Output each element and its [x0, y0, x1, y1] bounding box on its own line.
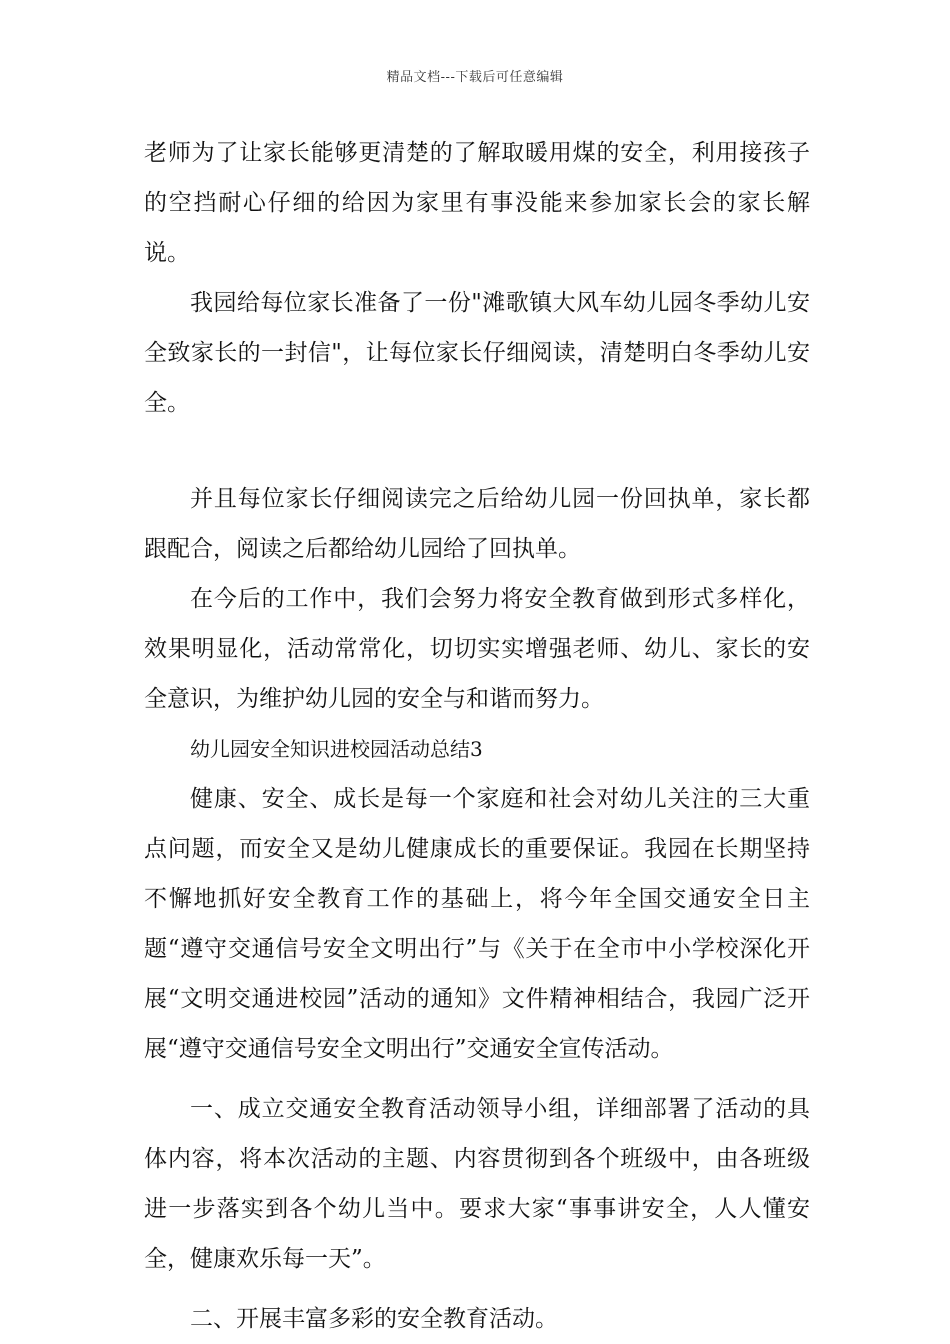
section-title: 幼儿园安全知识进校园活动总结3	[190, 737, 483, 761]
paragraph-future-work: 在今后的工作中，我们会努力将安全教育做到形式多样化，效果明显化，活动常常化，切切实实增强老师、幼儿、家长的安全意识，为维护幼儿园的安全与和谐而努力。	[144, 586, 810, 712]
paragraph-continued: 老师为了让家长能够更清楚的了解取暖用煤的安全，利用接孩子的空挡耐心仔细的给因为家里有事没能来参加家长会的家长解说。	[144, 140, 810, 266]
document-body	[144, 128, 810, 1344]
paragraph-receipt: 并且每位家长仔细阅读完之后给幼儿园一份回执单，家长都跟配合，阅读之后都给幼儿园给了回执单。	[144, 486, 810, 562]
paragraph-item-one: 一、成立交通安全教育活动领导小组，详细部署了活动的具体内容，将本次活动的主题、内容贯彻到各个班级中，由各班级进一步落实到各个幼儿当中。要求大家“事事讲安全，人人懂安全，健康欢乐每一天”。	[144, 1096, 810, 1272]
page-header: 精品文档---下载后可任意编辑	[386, 70, 564, 85]
paragraph-health-safety: 健康、安全、成长是每一个家庭和社会对幼儿关注的三大重点问题，而安全又是幼儿健康成长的重要保证。我园在长期坚持不懈地抓好安全教育工作的基础上，将今年全国交通安全日主题“遵守交通信号安全文明出行”与《关于在全市中小学校深化开展“文明交通进校园”活动的通知》文件精神相结合，我园广泛开展“遵守交通信号安全文明出行”交通安全宣传活动。	[144, 786, 810, 1062]
paragraph-item-two: 二、开展丰富多彩的安全教育活动。	[190, 1306, 558, 1332]
paragraph-letter-notice: 我园给每位家长准备了一份"滩歌镇大风车幼儿园冬季幼儿安全致家长的一封信"，让每位家长仔细阅读，清楚明白冬季幼儿安全。	[144, 290, 810, 416]
